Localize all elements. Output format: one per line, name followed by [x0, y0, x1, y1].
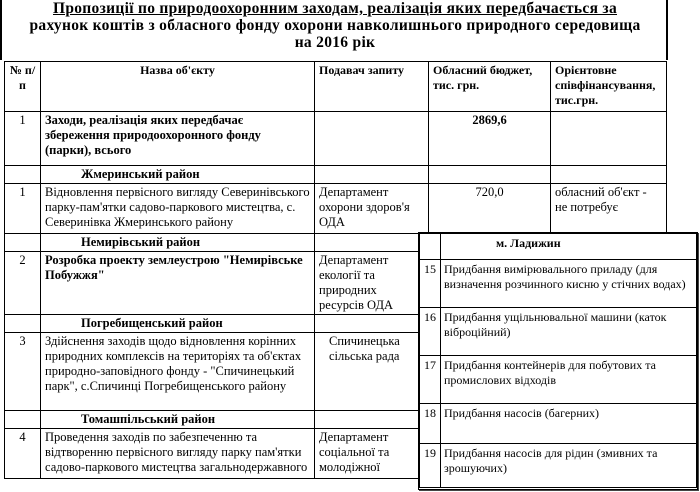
- row-applicant: Департамент охорони здоров'я ОДА: [315, 184, 429, 234]
- row-budget: 720,0: [429, 184, 551, 234]
- row-name: Розробка проекту землеустрою "Немирівське Побужжя": [41, 252, 315, 315]
- item-text: Придбання насосів (багерних): [441, 404, 697, 444]
- page-edge-left: [0, 0, 2, 60]
- document-title: [4, 0, 666, 51]
- row-total-budget: 2869,6: [429, 112, 551, 166]
- header-applicant: Подавач запиту: [315, 62, 429, 112]
- row-num: 1: [5, 184, 41, 234]
- district-name: Немирівський район: [41, 234, 315, 252]
- item-text: Придбання контейнерів для побутових та промислових відходів: [441, 356, 697, 404]
- title-line-1: Пропозиції по природоохоронним заходам, реалізація яких передбачається за: [52, 0, 618, 17]
- list-item: [420, 356, 697, 404]
- item-num: 18: [420, 404, 441, 444]
- page-edge-right: [666, 0, 668, 60]
- table-header-row: [5, 62, 667, 112]
- district-name: Томашпільський район: [41, 411, 315, 429]
- item-num: 19: [420, 444, 441, 488]
- row-name: Проведення заходів по забезпеченню та відтворенню первісного вигляду парку пам'ятки садово-паркового мистецтва загальнодержавного: [41, 429, 315, 479]
- header-name: Назва об'єкту: [41, 62, 315, 112]
- ladyzhyn-fragment: [418, 232, 698, 490]
- item-num: 16: [420, 308, 441, 356]
- row-total-name: Заходи, реалізація яких передбачає збереження природоохоронного фонду (парки), всього: [41, 112, 315, 166]
- row-total-cofinancing: [551, 112, 667, 166]
- row-applicant: Департамент соціальної та молодіжної: [315, 429, 429, 479]
- list-item: [420, 260, 697, 308]
- title-line-3: на 2016 рік: [294, 34, 376, 51]
- row-applicant: Спичинецька сільська рада: [315, 333, 429, 411]
- city-name: м. Ладижин: [441, 234, 697, 260]
- item-text: Придбання насосів для рідин (змивних та зрошуючих): [441, 444, 697, 488]
- city-row: [420, 234, 697, 260]
- row-total-num: 1: [5, 112, 41, 166]
- list-item: [420, 308, 697, 356]
- row-applicant: Департамент екології та природних ресурсів ОДА: [315, 252, 429, 315]
- row-num: 4: [5, 429, 41, 479]
- title-line-2: рахунок коштів з обласного фонду охорони навколишнього природного середовища: [29, 17, 641, 34]
- row-name: Відновлення первісного вигляду Северинівського парку-пам'ятки садово-паркового мистецтва, с. Северинівка Жмеринського району: [41, 184, 315, 234]
- row-num: 2: [5, 252, 41, 315]
- item-text: Придбання ущільнювальної машини (каток віброційний): [441, 308, 697, 356]
- table-row: [5, 184, 667, 234]
- row-name: Здійснення заходів щодо відновлення корінних природних комплексів на територіях та об'єктах природно-заповідного фонду - "Спичинецький парк", с.Спичинці Погребищенського району: [41, 333, 315, 411]
- row-num: 3: [5, 333, 41, 411]
- header-cofinancing: Орієнтовне співфінансування, тис.грн.: [551, 62, 667, 112]
- item-num: 17: [420, 356, 441, 404]
- header-budget: Обласний бюджет, тис. грн.: [429, 62, 551, 112]
- district-row: [5, 166, 667, 184]
- row-total-applicant: [315, 112, 429, 166]
- district-name: Жмеринський район: [41, 166, 315, 184]
- row-cofinancing: обласний об'єкт - не потребує: [551, 184, 667, 234]
- district-name: Погребищенський район: [41, 315, 315, 333]
- ladyzhyn-table: [419, 233, 697, 488]
- list-item: [420, 444, 697, 488]
- header-num: № п/п: [5, 62, 41, 112]
- table-row-total: [5, 112, 667, 166]
- list-item: [420, 404, 697, 444]
- item-num: 15: [420, 260, 441, 308]
- item-text: Придбання вимірювального приладу (для визначення розчинного кисню у стічних водах): [441, 260, 697, 308]
